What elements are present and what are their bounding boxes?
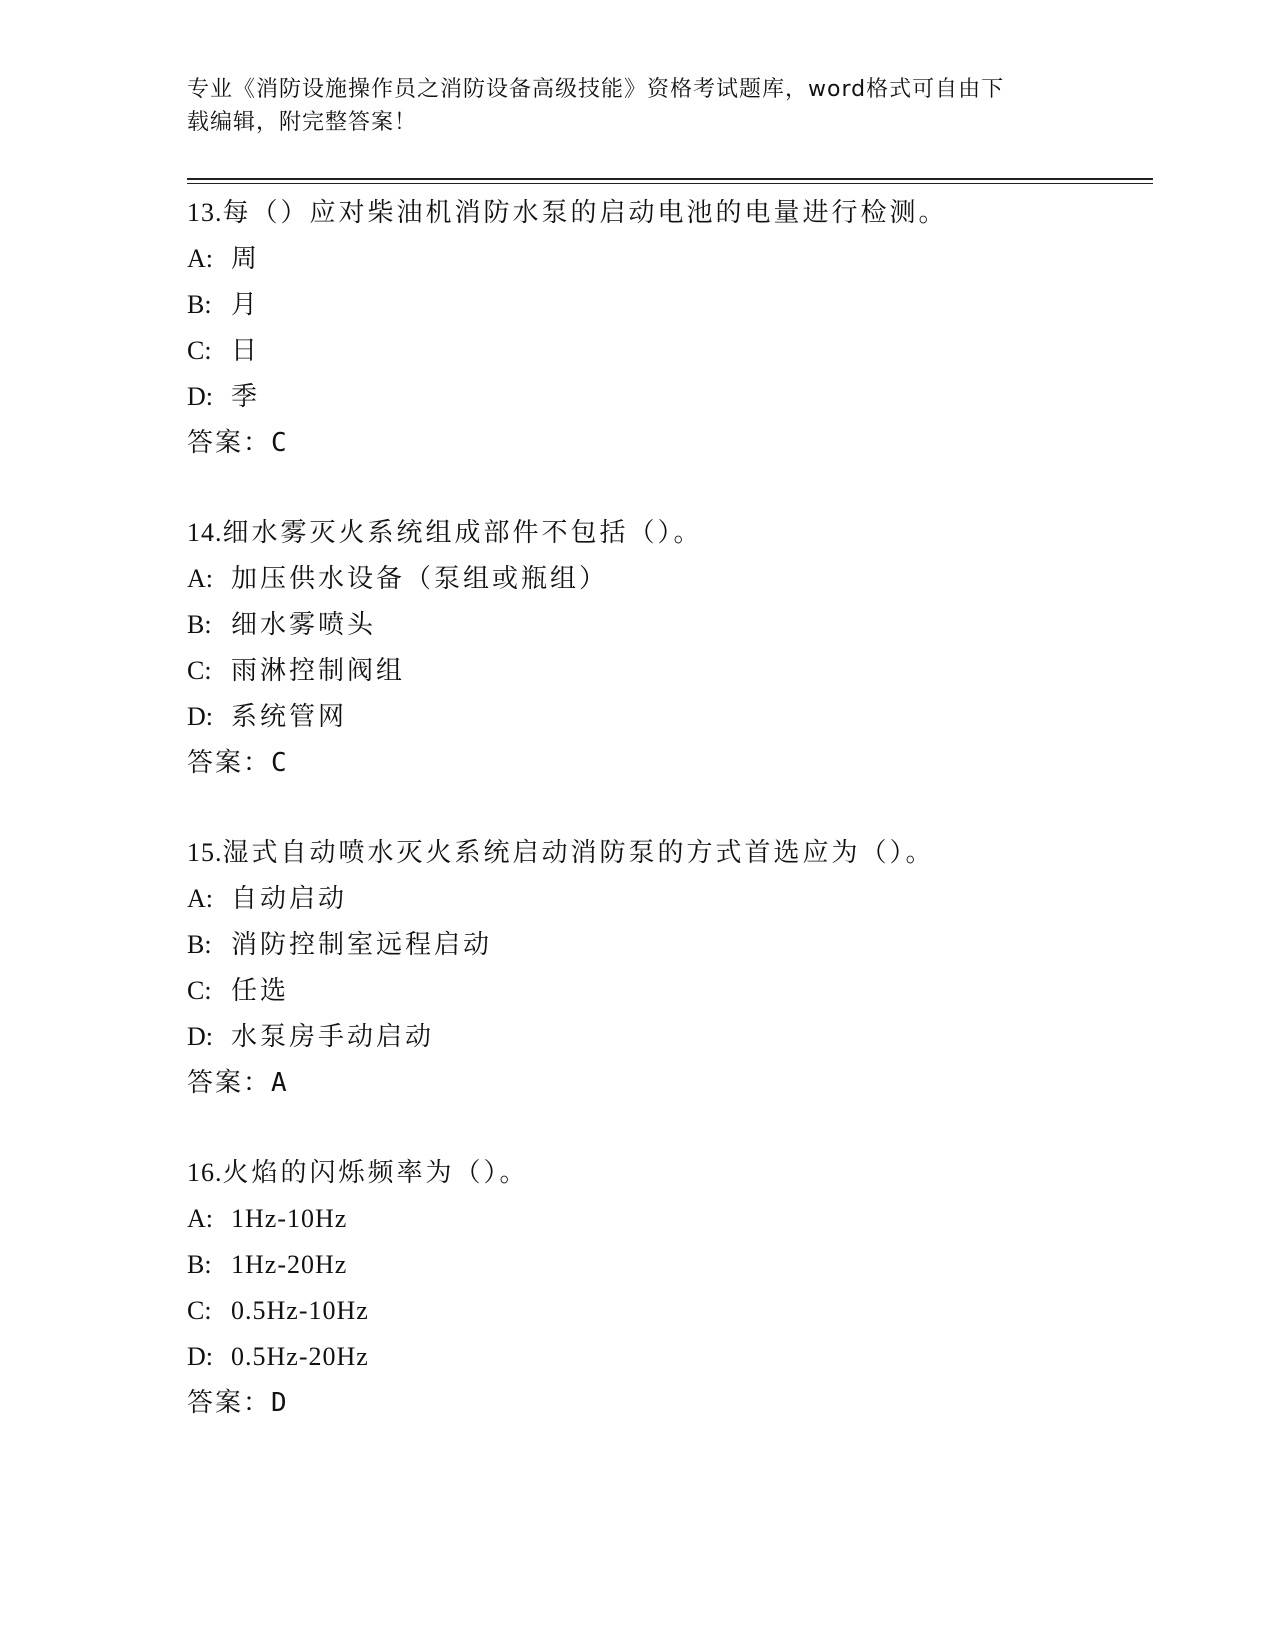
question-16 xyxy=(187,1150,1147,1426)
option-b xyxy=(187,1242,1147,1288)
answer-label: 答案： xyxy=(187,428,272,458)
question-number: 15. xyxy=(187,838,223,867)
question-text: 细水雾灭火系统组成部件不包括（）。 xyxy=(222,518,703,548)
option-text: 月 xyxy=(231,290,261,320)
option-a xyxy=(187,556,1147,602)
option-c xyxy=(187,328,1147,374)
option-c xyxy=(187,648,1147,694)
option-text: 0.5Hz-20Hz xyxy=(231,1342,369,1371)
option-text: 水泵房手动启动 xyxy=(231,1022,435,1052)
option-text: 消防控制室远程启动 xyxy=(231,930,493,960)
option-key: C: xyxy=(187,656,212,685)
question-text: 湿式自动喷水灭火系统启动消防泵的方式首选应为（）。 xyxy=(222,838,935,868)
question-text: 火焰的闪烁频率为（）。 xyxy=(222,1158,529,1188)
option-text: 0.5Hz-10Hz xyxy=(231,1296,369,1325)
question-stem xyxy=(187,830,1147,876)
answer-line xyxy=(187,740,1147,786)
option-text: 周 xyxy=(231,244,261,274)
option-text: 自动启动 xyxy=(231,884,348,914)
option-key: D: xyxy=(187,382,213,411)
option-d xyxy=(187,374,1147,420)
question-15 xyxy=(187,830,1147,1106)
option-key: A: xyxy=(187,884,213,913)
option-key: D: xyxy=(187,1342,213,1371)
option-key: A: xyxy=(187,244,213,273)
option-key: C: xyxy=(187,1296,212,1325)
option-b xyxy=(187,602,1147,648)
header-line-2: 载编辑，附完整答案！ xyxy=(187,110,418,135)
option-text: 细水雾喷头 xyxy=(231,610,377,640)
option-c xyxy=(187,1288,1147,1334)
option-text: 雨淋控制阀组 xyxy=(231,656,406,686)
option-a xyxy=(187,876,1147,922)
question-number: 14. xyxy=(187,518,223,547)
answer-label: 答案： xyxy=(187,748,272,778)
option-text: 1Hz-10Hz xyxy=(231,1204,348,1233)
option-b xyxy=(187,922,1147,968)
answer-value: D xyxy=(271,1388,289,1418)
option-text: 1Hz-20Hz xyxy=(231,1250,348,1279)
answer-line xyxy=(187,1060,1147,1106)
option-key: D: xyxy=(187,702,213,731)
question-stem xyxy=(187,190,1147,236)
option-key: B: xyxy=(187,610,212,639)
option-text: 季 xyxy=(231,382,261,412)
option-key: B: xyxy=(187,930,212,959)
option-a xyxy=(187,236,1147,282)
question-text: 每（）应对柴油机消防水泵的启动电池的电量进行检测。 xyxy=(222,198,948,228)
header-divider-thin xyxy=(187,183,1153,184)
option-text: 日 xyxy=(231,336,261,366)
option-d xyxy=(187,694,1147,740)
option-key: B: xyxy=(187,1250,212,1279)
question-14 xyxy=(187,510,1147,786)
question-13 xyxy=(187,190,1147,466)
option-a xyxy=(187,1196,1147,1242)
option-b xyxy=(187,282,1147,328)
option-d xyxy=(187,1014,1147,1060)
answer-line xyxy=(187,1380,1147,1426)
option-text: 任选 xyxy=(231,976,290,1006)
option-text: 加压供水设备（泵组或瓶组） xyxy=(231,564,609,594)
option-key: B: xyxy=(187,290,212,319)
header-line-1: 专业《消防设施操作员之消防设备高级技能》资格考试题库，word格式可自由下 xyxy=(187,77,1005,102)
question-number: 13. xyxy=(187,198,223,227)
answer-value: A xyxy=(271,1068,289,1098)
question-stem xyxy=(187,510,1147,556)
document-header xyxy=(187,73,1067,139)
answer-value: C xyxy=(271,748,289,778)
option-key: C: xyxy=(187,336,212,365)
answer-line xyxy=(187,420,1147,466)
answer-label: 答案： xyxy=(187,1388,272,1418)
option-text: 系统管网 xyxy=(231,702,348,732)
header-divider-thick xyxy=(187,178,1153,180)
option-key: A: xyxy=(187,564,213,593)
option-key: D: xyxy=(187,1022,213,1051)
option-key: C: xyxy=(187,976,212,1005)
answer-value: C xyxy=(271,428,289,458)
option-c xyxy=(187,968,1147,1014)
answer-label: 答案： xyxy=(187,1068,272,1098)
option-d xyxy=(187,1334,1147,1380)
question-stem xyxy=(187,1150,1147,1196)
question-number: 16. xyxy=(187,1158,223,1187)
option-key: A: xyxy=(187,1204,213,1233)
